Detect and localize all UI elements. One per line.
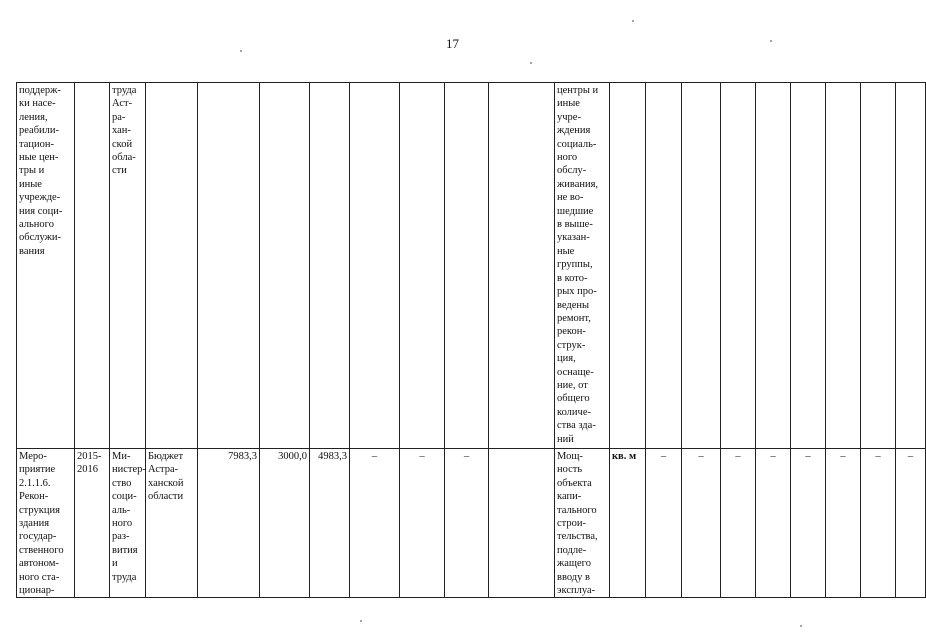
table-cell: центры и иные учре- ждения социаль- ного обслу- живания, не во- шедшие в выше- указан- ные группы, в кото- рых про- ведены ремонт, рекон- струк- ция, оснаще- ние, от общего количе- ства зда- ний	[555, 83, 610, 449]
scan-speck	[240, 50, 242, 52]
table-cell: поддерж- ки насе- ления, реабили- тацион- ные цен- тры и иные учрежде- ния соци- ального обслужи- вания	[17, 83, 75, 449]
table-cell	[198, 83, 260, 449]
table-cell: –	[861, 449, 896, 598]
program-measures-table	[16, 82, 926, 598]
table-cell: –	[826, 449, 861, 598]
table-row	[17, 83, 926, 449]
table-cell	[146, 83, 198, 449]
scan-speck	[360, 620, 362, 622]
table-cell	[682, 83, 721, 449]
table-cell	[400, 83, 445, 449]
table-cell	[826, 83, 861, 449]
table-cell	[445, 83, 489, 449]
scan-speck	[770, 40, 772, 42]
scan-speck	[530, 62, 532, 64]
table-cell: –	[400, 449, 445, 598]
table-cell: –	[896, 449, 926, 598]
table-cell	[260, 83, 310, 449]
table-cell: –	[445, 449, 489, 598]
table-cell	[791, 83, 826, 449]
table-cell	[350, 83, 400, 449]
table-cell	[721, 83, 756, 449]
scan-speck	[800, 625, 802, 627]
table-cell	[610, 83, 646, 449]
table-cell: 4983,3	[310, 449, 350, 598]
table-cell	[861, 83, 896, 449]
table-cell: –	[756, 449, 791, 598]
table-cell: Ми- нистер- ство соци- аль- ного раз- вития и труда	[110, 449, 146, 598]
table-cell: –	[350, 449, 400, 598]
table-cell	[896, 83, 926, 449]
table-cell: –	[791, 449, 826, 598]
table-cell	[646, 83, 682, 449]
page-number: 17	[446, 36, 459, 51]
table-cell: 3000,0	[260, 449, 310, 598]
table-cell: Бюджет Астра- ханской области	[146, 449, 198, 598]
table-cell: –	[682, 449, 721, 598]
table-cell	[75, 83, 110, 449]
table-cell: труда Аст- ра- хан- ской обла- сти	[110, 83, 146, 449]
table-cell	[489, 83, 555, 449]
table-cell: Мощ- ность объекта капи- тального строи- тельства, подле- жащего вводу в эксплуа-	[555, 449, 610, 598]
table-cell	[489, 449, 555, 598]
table-row	[17, 449, 926, 598]
table-cell: 2015- 2016	[75, 449, 110, 598]
table-cell: 7983,3	[198, 449, 260, 598]
table-cell: –	[721, 449, 756, 598]
scan-speck	[632, 20, 634, 22]
table-cell: Меро- приятие 2.1.1.6. Рекон- струкция здания государ- ственного автоном- ного ста- ционар-	[17, 449, 75, 598]
table-cell	[310, 83, 350, 449]
table-cell	[756, 83, 791, 449]
table-cell: –	[646, 449, 682, 598]
table-cell: кв. м	[610, 449, 646, 598]
